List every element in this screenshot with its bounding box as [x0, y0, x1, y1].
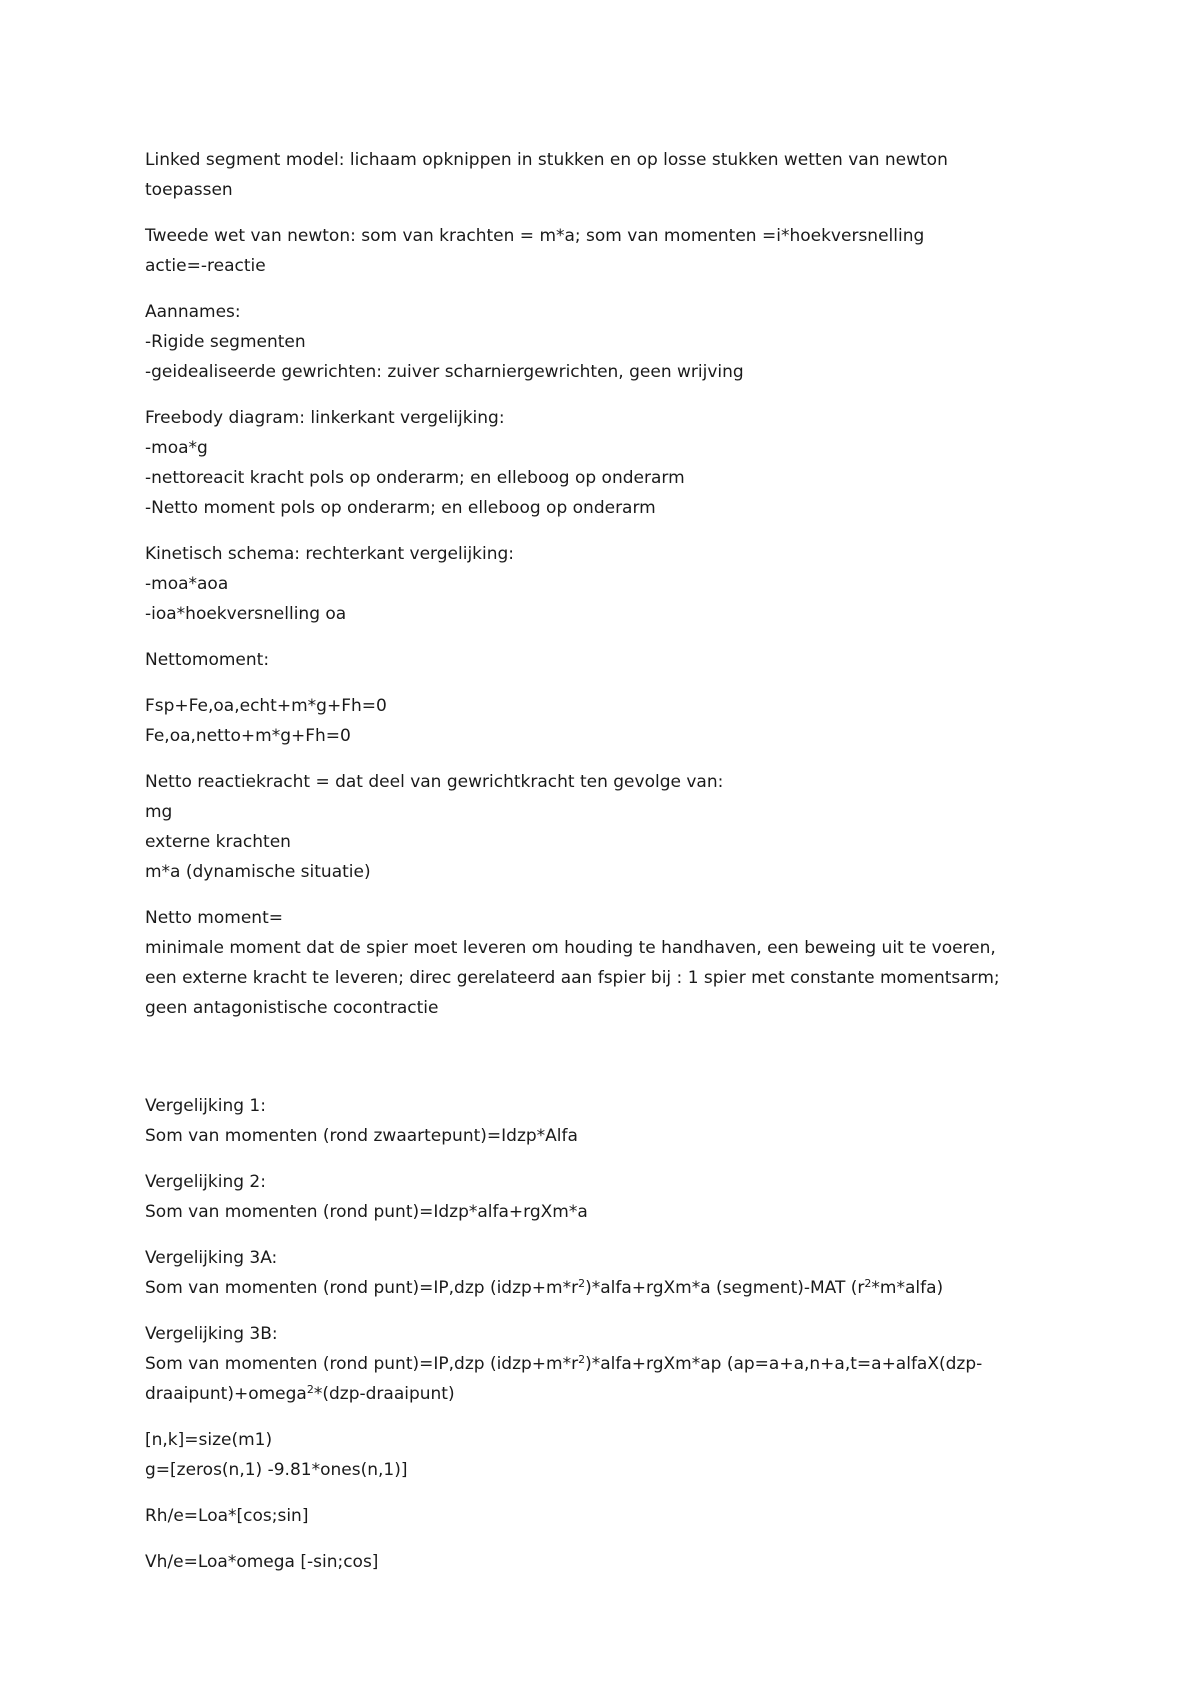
- text-line: -nettoreacit kracht pols op onderarm; en elleboog op onderarm: [145, 468, 685, 488]
- document-body: [145, 145, 1075, 1593]
- text-line: Vergelijking 1:: [145, 1096, 266, 1116]
- text-line: een externe kracht te leveren; direc gerelateerd aan fspier bij : 1 spier met constante momentsarm;: [145, 968, 1000, 988]
- text-line: toepassen: [145, 180, 233, 200]
- text-line: actie=-reactie: [145, 256, 266, 276]
- text-line: m*a (dynamische situatie): [145, 862, 371, 882]
- text-line: [n,k]=size(m1): [145, 1430, 273, 1450]
- text-line: -geidealiseerde gewrichten: zuiver scharniergewrichten, geen wrijving: [145, 362, 744, 382]
- text-line: Fe,oa,netto+m*g+Fh=0: [145, 726, 351, 746]
- text-line: -Rigide segmenten: [145, 332, 306, 352]
- text-line: Netto reactiekracht = dat deel van gewrichtkracht ten gevolge van:: [145, 772, 724, 792]
- paragraph: [145, 903, 1075, 1023]
- text-line: Vergelijking 3A:: [145, 1248, 278, 1268]
- paragraph: [145, 221, 1075, 281]
- text-line: draaipunt)+omega$^2$*(dzp-draaipunt): [145, 1383, 455, 1404]
- text-line: Linked segment model: lichaam opknippen in stukken en op losse stukken wetten van newton: [145, 150, 948, 170]
- text-line: Som van momenten (rond punt)=IP,dzp $(idzp+m*r^2)*alfa+rgXm*ap$ (ap=a+a,n+a,t=a+alfaX(dzp-: [145, 1353, 983, 1374]
- section-gap: [145, 1039, 1075, 1091]
- text-line: -Netto moment pols op onderarm; en elleboog op onderarm: [145, 498, 656, 518]
- paragraph-eq-3b: [145, 1319, 1075, 1409]
- text-line: Fsp+Fe,oa,echt+m*g+Fh=0: [145, 696, 387, 716]
- text-line: Som van momenten (rond punt)=Idzp*alfa+rgXm*a: [145, 1202, 588, 1222]
- paragraph: [145, 539, 1075, 629]
- text-line: Tweede wet van newton: som van krachten = m*a; som van momenten =i*hoekversnelling: [145, 226, 925, 246]
- text-line: Aannames:: [145, 302, 241, 322]
- text-line: Vh/e=Loa*omega [-sin;cos]: [145, 1552, 379, 1572]
- paragraph: [145, 1425, 1075, 1485]
- notes-section-2: [145, 1091, 1075, 1227]
- paragraph: [145, 145, 1075, 205]
- paragraph: [145, 1091, 1075, 1151]
- text-line: Nettomoment:: [145, 650, 270, 670]
- notes-section-1: [145, 145, 1075, 1023]
- paragraph-eq-3a: [145, 1243, 1075, 1303]
- text-line: Vergelijking 2:: [145, 1172, 266, 1192]
- text-line: Rh/e=Loa*[cos;sin]: [145, 1506, 309, 1526]
- text-line: externe krachten: [145, 832, 291, 852]
- text-line: Netto moment=: [145, 908, 283, 928]
- paragraph: [145, 645, 1075, 675]
- text-line: mg: [145, 802, 173, 822]
- text-line: -moa*g: [145, 438, 208, 458]
- text-line: geen antagonistische cocontractie: [145, 998, 439, 1018]
- paragraph: [145, 1501, 1075, 1531]
- text-line: -moa*aoa: [145, 574, 229, 594]
- paragraph: [145, 767, 1075, 887]
- text-line: Som van momenten (rond zwaartepunt)=Idzp*Alfa: [145, 1126, 578, 1146]
- paragraph: [145, 403, 1075, 523]
- paragraph: [145, 691, 1075, 751]
- paragraph: [145, 1167, 1075, 1227]
- text-line: Freebody diagram: linkerkant vergelijking:: [145, 408, 505, 428]
- notes-section-3: [145, 1425, 1075, 1577]
- text-line: Kinetisch schema: rechterkant vergelijking:: [145, 544, 515, 564]
- text-line: -ioa*hoekversnelling oa: [145, 604, 347, 624]
- text-line: g=[zeros(n,1) -9.81*ones(n,1)]: [145, 1460, 408, 1480]
- paragraph: [145, 1547, 1075, 1577]
- text-line: Som van momenten (rond punt)=IP,dzp $(idzp+m*r^2)*alfa+rgXm*a$ (segment)-MAT $(r^2*m*alfa)$: [145, 1277, 944, 1298]
- text-line: Vergelijking 3B:: [145, 1324, 278, 1344]
- text-line: minimale moment dat de spier moet leveren om houding te handhaven, een beweing uit te voeren,: [145, 938, 996, 958]
- paragraph: [145, 297, 1075, 387]
